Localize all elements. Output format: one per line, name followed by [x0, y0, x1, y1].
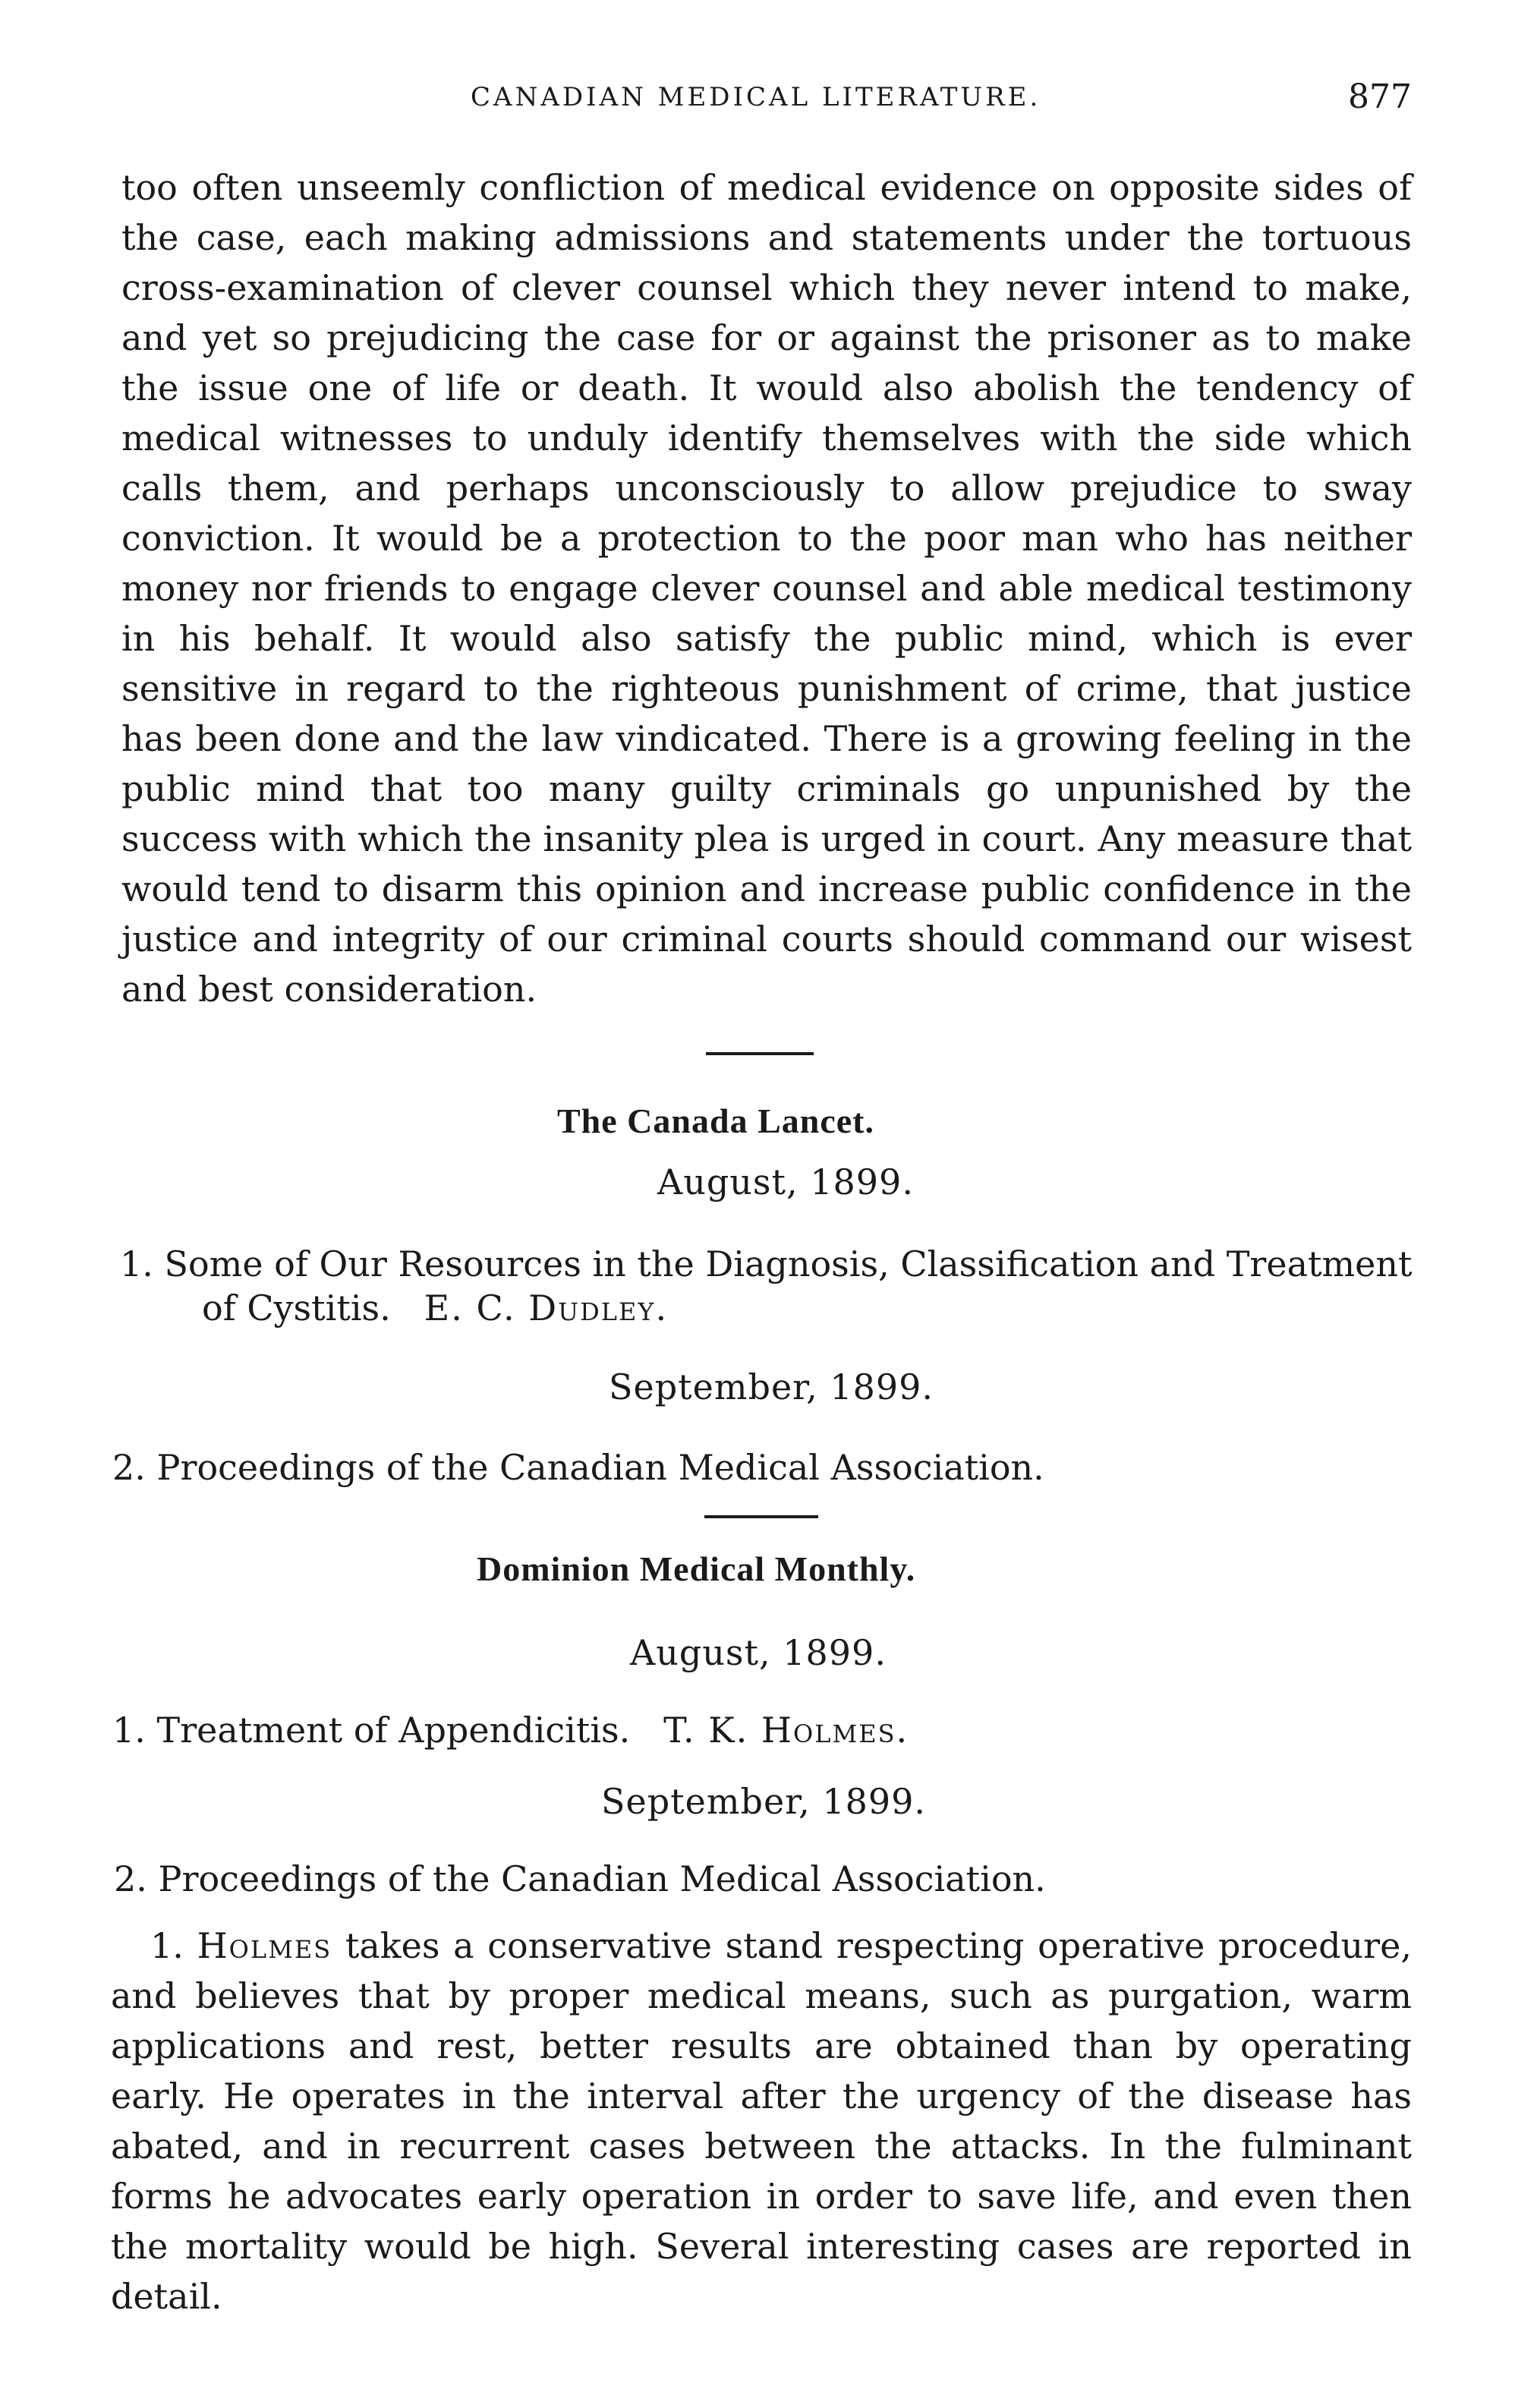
journal-heading-lancet: The Canada Lancet.: [557, 1102, 874, 1140]
entry-author: T. K. Holmes.: [663, 1710, 909, 1751]
article-entry: [112, 1708, 1410, 1752]
entry-title: Treatment of Appendicitis.: [156, 1710, 631, 1751]
summary-paragraph: [111, 1921, 1412, 2321]
entry-number: 1.: [120, 1243, 153, 1284]
entry-number: 2.: [112, 1447, 146, 1488]
entry-title: Proceedings of the Canadian Medical Association.: [156, 1447, 1044, 1488]
section-divider: [706, 1052, 814, 1055]
journal-heading-dmm: Dominion Medical Monthly.: [477, 1549, 916, 1588]
issue-date: August, 1899.: [657, 1161, 914, 1202]
entry-number: 1.: [112, 1710, 146, 1751]
summary-number: 1.: [150, 1925, 184, 1966]
entry-title: Proceedings of the Canadian Medical Association.: [158, 1858, 1046, 1899]
entry-number: 2.: [114, 1858, 147, 1899]
summary-text: takes a conservative stand respecting operative procedure, and believes that by proper medical means, such as purgation, warm applications and rest, better results are obtained than by operating early. He operates in the interval after the urgency of the disease has abated, and in recurrent cases between the attacks. In the fulminant forms he advocates early operation in order to save life, and even then the mortality would be high. Several interesting cases are reported in detail.: [111, 1925, 1412, 2317]
opening-paragraph: too often unseemly confliction of medical evidence on opposite sides of the case, each making admissions and statements under the tortuous cross-examination of clever counsel which they never intend to make, and yet so prejudicing the case for or against the prisoner as to make the issue one of life or death. It would also abolish the tendency of medical witnesses to unduly identify themselves with the side which calls them, and perhaps unconsciously to allow prejudice to sway conviction. It would be a protection to the poor man who has neither money nor friends to engage clever counsel and able medical testimony in his behalf. It would also satisfy the public mind, which is ever sensitive in regard to the righteous punishment of crime, that justice has been done and the law vindicated. There is a growing feeling in the public mind that too many guilty criminals go unpunished by the success with which the insanity plea is urged in court. Any measure that would tend to disarm this opinion and increase public confidence in the justice and integrity of our criminal courts should command our wisest and best consideration.: [121, 167, 1412, 1010]
running-title: CANADIAN MEDICAL LITERATURE.: [471, 82, 1041, 112]
entry-author: E. C. Dudley.: [424, 1288, 669, 1328]
running-header: [121, 77, 1412, 128]
article-entry: [120, 1242, 1418, 1330]
page-number: 877: [1348, 77, 1412, 116]
entry-title-line1: Some of Our Resources in the Diagnosis, Classification and Treatment: [164, 1243, 1413, 1284]
article-entry: [112, 1445, 1410, 1489]
entry-title-line2: of Cystitis.: [202, 1288, 391, 1328]
summary-author: Holmes: [197, 1925, 332, 1966]
issue-date: September, 1899.: [609, 1366, 934, 1407]
issue-date: September, 1899.: [601, 1781, 927, 1822]
section-divider: [704, 1515, 818, 1518]
article-entry: [114, 1857, 1412, 1901]
issue-date: August, 1899.: [630, 1632, 887, 1673]
